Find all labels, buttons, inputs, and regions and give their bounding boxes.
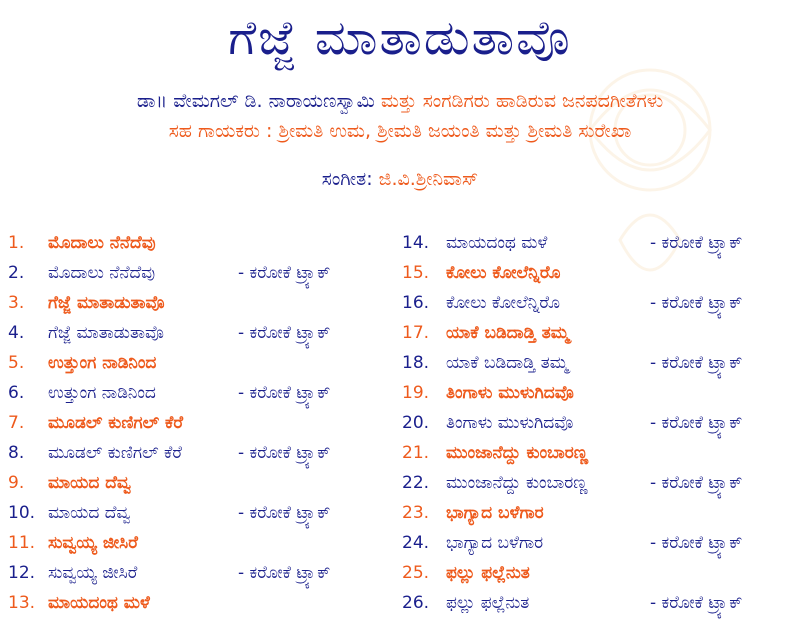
singer-name: ಡಾ॥ ವೇಮಗಲ್ ಡಿ. ನಾರಾಯಣಸ್ವಾಮಿ [136, 90, 375, 112]
track-title: ಮೂಡಲ್ ಕುಣಿಗಲ್ ಕೆರೆ [48, 413, 184, 433]
karaoke-label: - ಕರೋಕೆ ಟ್ರ್ಯಾಕ್ [238, 443, 331, 463]
track-number: 19. [402, 383, 430, 403]
track-number: 23. [402, 503, 430, 523]
music-credit [0, 164, 800, 194]
track-number: 25. [402, 563, 430, 583]
track-number: 17. [402, 323, 430, 343]
track-title: ಕೋಲು ಕೋಲೆನ್ನಿರೊ [446, 263, 561, 283]
credits-block [0, 86, 800, 194]
track-title: ಗೆಜ್ಜೆ ಮಾತಾಡುತಾವೊ [48, 323, 164, 343]
track-number: 4. [8, 323, 25, 343]
co-singers-credit: ಸಹ ಗಾಯಕರು : ಶ್ರೀಮತಿ ಉಮ, ಶ್ರೀಮತಿ ಜಯಂತಿ ಮತ್ತು ಶ್ರೀಮತಿ ಸುರೇಖಾ [168, 120, 632, 142]
karaoke-label: - ಕರೋಕೆ ಟ್ರ್ಯಾಕ್ [238, 263, 331, 283]
karaoke-label: - ಕರೋಕೆ ಟ್ರ್ಯಾಕ್ [238, 323, 331, 343]
track-number: 15. [402, 263, 430, 283]
track-number: 11. [8, 533, 36, 553]
track-title: ಮಾಯದ ದೆವ್ವ [48, 503, 131, 523]
track-number: 18. [402, 353, 430, 373]
track-title: ತಿಂಗಾಳು ಮುಳುಗಿದವೊ [446, 383, 574, 403]
track-title: ಉತ್ತುಂಗ ನಾಡಿನಿಂದ [48, 383, 156, 403]
track-title: ಯಾಕೆ ಬಡಿದಾಡ್ತಿ ತಮ್ಮ [446, 353, 569, 373]
track-number: 10. [8, 503, 36, 523]
track-number: 8. [8, 443, 25, 463]
karaoke-label: - ಕರೋಕೆ ಟ್ರ್ಯಾಕ್ [650, 293, 743, 313]
track-title: ಮಾಯದ ದೆವ್ವ [48, 473, 131, 493]
track-number: 2. [8, 263, 25, 283]
track-title: ಭಾಗ್ಯಾದ ಬಳೆಗಾರ [446, 503, 544, 523]
album-title: ಗೆಜ್ಜೆ ಮಾತಾಡುತಾವೊ [228, 10, 572, 66]
track-title: ಮಾಯದಂಥ ಮಳೆ [446, 233, 548, 253]
track-number: 22. [402, 473, 430, 493]
track-title: ಮೂಡಲ್ ಕುಣಿಗಲ್ ಕೆರೆ [48, 443, 182, 463]
track-title: ಕೋಲು ಕೋಲೆನ್ನಿರೊ [446, 293, 560, 313]
track-title: ಉತ್ತುಂಗ ನಾಡಿನಿಂದ [48, 353, 157, 373]
track-title: ಮಾಯದಂಥ ಮಳೆ [48, 593, 150, 613]
music-director-name: ಜಿ.ವಿ.ಶ್ರೀನಿವಾಸ್ [378, 168, 479, 190]
track-number: 1. [8, 233, 25, 253]
track-title: ಭಾಗ್ಯಾದ ಬಳೆಗಾರ [446, 533, 544, 553]
karaoke-label: - ಕರೋಕೆ ಟ್ರ್ಯಾಕ್ [650, 473, 743, 493]
track-title: ಮೊದಾಲು ನೆನೆದೆವು [48, 263, 156, 283]
track-number: 3. [8, 293, 25, 313]
music-label: ಸಂಗೀತ: [321, 168, 373, 190]
track-number: 6. [8, 383, 25, 403]
track-number: 20. [402, 413, 430, 433]
track-title: ಮುಂಜಾನೆದ್ದು ಕುಂಬಾರಣ್ಣ [446, 443, 589, 463]
track-title: ಯಾಕೆ ಬಡಿದಾಡ್ತಿ ತಮ್ಮ [446, 323, 570, 343]
karaoke-label: - ಕರೋಕೆ ಟ್ರ್ಯಾಕ್ [650, 533, 743, 553]
track-number: 12. [8, 563, 36, 583]
track-title: ಮೊದಾಲು ನೆನೆದೆವು [48, 233, 156, 253]
track-number: 14. [402, 233, 430, 253]
track-title: ಸುವ್ವಯ್ಯ ಜೀಸಿರೆ [48, 563, 138, 583]
track-title: ಸುವ್ವಯ್ಯ ಜೀಸಿರೆ [48, 533, 138, 553]
track-title: ಫಲ್ಲು ಫಲ್ಲೆನುತ [446, 563, 530, 583]
karaoke-label: - ಕರೋಕೆ ಟ್ರ್ಯಾಕ್ [238, 383, 331, 403]
karaoke-label: - ಕರೋಕೆ ಟ್ರ್ಯಾಕ್ [650, 413, 743, 433]
singer-suffix: ಮತ್ತು ಸಂಗಡಿಗರು ಹಾಡಿರುವ ಜನಪದಗೀತೆಗಳು [380, 90, 664, 112]
track-number: 13. [8, 593, 36, 613]
track-title: ಫಲ್ಲು ಫಲ್ಲೆನುತ [446, 593, 530, 613]
track-number: 7. [8, 413, 25, 433]
track-number: 21. [402, 443, 430, 463]
karaoke-label: - ಕರೋಕೆ ಟ್ರ್ಯಾಕ್ [650, 353, 743, 373]
karaoke-label: - ಕರೋಕೆ ಟ್ರ್ಯಾಕ್ [238, 563, 331, 583]
track-number: 5. [8, 353, 25, 373]
karaoke-label: - ಕರೋಕೆ ಟ್ರ್ಯಾಕ್ [650, 233, 743, 253]
track-list [0, 228, 800, 625]
track-title: ತಿಂಗಾಳು ಮುಳುಗಿದವೊ [446, 413, 574, 433]
karaoke-label: - ಕರೋಕೆ ಟ್ರ್ಯಾಕ್ [238, 503, 331, 523]
singer-credit [0, 86, 800, 116]
track-number: 24. [402, 533, 430, 553]
track-title: ಗೆಜ್ಜೆ ಮಾತಾಡುತಾವೊ [48, 293, 165, 313]
track-title: ಮುಂಜಾನೆದ್ದು ಕುಂಬಾರಣ್ಣ [446, 473, 588, 493]
karaoke-label: - ಕರೋಕೆ ಟ್ರ್ಯಾಕ್ [650, 593, 743, 613]
track-number: 16. [402, 293, 430, 313]
track-number: 9. [8, 473, 25, 493]
track-number: 26. [402, 593, 430, 613]
